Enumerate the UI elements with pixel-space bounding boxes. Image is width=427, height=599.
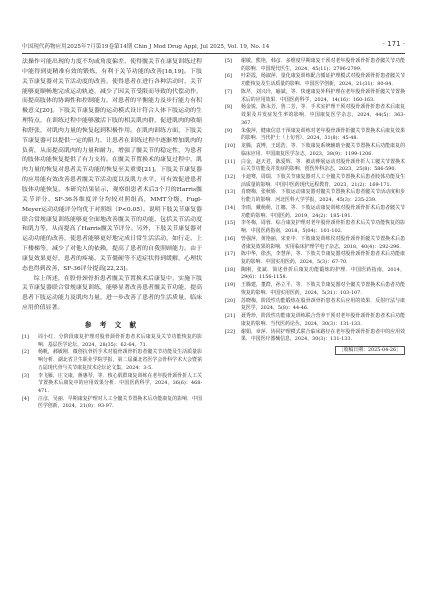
reference-item: [6] 叶彩霞，杨淑萍，量化康复训练配合循证护理模式对股骨颈骨折患者髋关节功能恢复及生活质量的影响．中国医学创新，2024，21(31)：80-84. <box>225 73 405 88</box>
right-column <box>225 58 405 355</box>
reference-item: [9] 朱俊萍，健康信息干预康复训练对老年股骨颈骨折髋关节置换术后康复效果的影响．当代护士（上旬刊），2024，31(8)：45-48. <box>225 127 405 142</box>
reference-item: [7] 陈芹，刘兴玲，喻斌，等．快速康复外科护理在老年股骨颈骨折髋关节置换术后的应用效果．中国医药科学，2024，14(16)：160-163. <box>225 88 405 103</box>
running-header <box>22 40 405 52</box>
body-paragraph: 法操作可能出现的力度不均或角度偏差，使得髋关节在康复训练过程中能得到更精准有效的锻炼，有利于关节功能的改善[18,19]。下肢关节康复器对关节活动度的改善，使得患者在进行各种活动时，关节能够更顺畅地完成运动轨迹，减少了因关节受限而导致的代偿动作，而提高肢体的协调性和控制能力，对患者的平衡能力及步行能力有积极意义[20]。下肢关节康复器的运动模式设计符合人体下肢运动的生理特点，在训练过程中能够激活下肢的相关肌肉群，促进肌肉的收缩和舒张，对肌肉力量的恢复起到积极作用。在肌肉训练方面，下肢关节康复器可以提供一定的阻力，让患者在训练过程中逐渐增加肌肉的负荷，从而提高肌肉的力量和耐力，增强了髋关节的稳定性，为患者的肢体功能恢复提供了有力支持。在髋关节置换术的康复过程中，肌肉力量的恢复对患者关节功能的恢复至关重要[21]。下肢关节康复器的应用能有效改善患者髋关节活动度以及肌力水平，可有效促进患者肢体功能恢复。本研究结果显示，观察组患者术后3个月的Harris髋关节评分、SF-36各维度评分均较对照组高，MMT分级、Fugl-Meyer运动功能评分均优于对照组（P<0.05）。说明下肢关节康复器联合常规康复训练能够更全面地改善髋关节的功能，包括关节活动度和肌力等，从而提高了Harris髋关节评分。另外，下肢关节康复器对运动功能的改善，使患者能够更好地完成日常生活活动，如行走、上下楼梯等，减少了对他人的依赖，提高了患者的自我照顾能力。由于康复效果更好，患者的疼痛、关节僵硬等不适症状得到缓解，心理状态也得到改善，SF-36评分提高[22,23]。 <box>22 59 202 272</box>
body-paragraph: 综上所述，在股骨颈骨折患者髋关节置换术后康复中，实施下肢关节康复器联合常规康复训练，能够显著改善患者髋关节功能，提高患者下肢运动能力及肌肉力量，进一步改善了患者的生活质量，临床应用价值显著。 <box>22 275 202 312</box>
reference-item: [16] 曾强萍，黄艳丽，宋亚中．下肢康复训练仪对股骨颈骨折髋关节置换术后患者康复效果的影响．实用临床护理学电子杂志，2018，40(4)：292-296. <box>225 235 405 250</box>
reference-item: [15] 李冬梅，周蓉．综合康复护理对老年股骨颈骨折患者术后关节功能恢复的影响．中国医药指南，2018，5(04)：101-102. <box>225 220 405 235</box>
header-rule <box>22 53 405 54</box>
received-date: ［收稿日期：2025-04-26］ <box>335 346 405 355</box>
reference-item: [11] 白金，赵天君，陈爱辉，等．被动伸展运动对股骨颈骨折人工髋关节置换术后关节功能及并发症的影响．创伤外科杂志，2023，25(8)：586-590. <box>225 158 405 173</box>
reference-item: [20] 苏晓梅，阶段性功能锻炼在股骨颈骨折患者术后应用的效果．反射疗法与康复医学，2024，5(8)：44-46. <box>225 297 405 312</box>
reference-item: [8] 杨金锐，陈永芳，鲁二芳，等．手术室护理干预对股骨颈骨折患者术后康复效果及并发症发生率的影响．中国康复医学杂志，2024，44(5)：363-367. <box>225 104 405 126</box>
references-list-left <box>22 334 202 411</box>
reference-item: [22] 谢娟，章萍．协同护理模式联合临床路径在老年股骨颈骨折患者中的应用效果．中国医疗器械信息，2024，30(3)：131-133. <box>225 328 405 343</box>
reference-item: [4] 汪彦，吴丽．早期康复护理对人工全髋关节置换术后功能康复的影响．中国医学创新，2024，21(8)：93-97. <box>22 395 202 410</box>
reference-item: [12] 卡迪骞，周瑞．下肢关节康复器对人工全髋关节置换术后患者肢体功能及生活质量的影响．中国中医药现代远程教育，2023，21(2)：169-171. <box>225 173 405 188</box>
reference-item: [1] 周小红．分阶段康复护理对股骨颈骨折患者术后康复及关节功能恢复的影响．基层医学论坛，2024，28(35)：62-64，71. <box>22 333 202 348</box>
reference-item: [14] 李雨，戴萌萌，江娜，等．下肢运动康复训练对股骨颈骨折术后患者髋关节功能的影响．中国医药，2019，24(2)：185-191. <box>225 204 405 219</box>
references-list-right <box>225 58 405 344</box>
reference-item: [17] 陈中华，徐杰，李慧萍，等．下肢关节康复器对股骨颈骨折患者术后功能康复的影响．中国实用医药，2024，5(3)：67-70. <box>225 251 405 265</box>
reference-item: [21] 聂秀珍，阶段性功能康复训练联合营养干预对老年股骨颈骨折患者术后功能康复的影响．当代医药论丛，2024，30(3)：131-133. <box>225 313 405 327</box>
reference-item: [3] 李飞雁，庄文康，蒋惠琴，等．核心肌群康复训练在老年股骨颈骨折人工关节置换术后康复中的应用效果分析．中国医药科学，2024，36(6)：468-471. <box>22 372 202 394</box>
left-column <box>22 58 202 411</box>
reference-item: [10] 龙腾，袁博，王瑶浩，等．下肢康复系统辅助全髋关节置换术后功能康复的临床应用．中国康复医学杂志，2023，38(9)：1199-1206. <box>225 143 405 157</box>
references-title: 参 考 文 献 <box>84 320 140 329</box>
reference-item: [18] 陶刚，张斌．简述骨折后康复功能锻炼的护理．中国医药指南，2014，29(6)：1156-1158. <box>225 266 405 281</box>
journal-info: 中国现代药物应用2025年7月第19卷第14期 Chin J Mod Drug Appl, Jul 2025, Vol. 19, No. 14 <box>22 44 270 50</box>
reference-item: [19] 王腾建，董群，孙立平，等．下肢关节康复器对全髋关节置换术后患者功能恢复的影响．中国实用医药，2024，5(31)：103-107. <box>225 282 405 296</box>
page-number: · 171 · <box>382 40 405 48</box>
body-text <box>22 58 202 314</box>
reference-item: [5] 谢敏，熊艳，韩彦．多维度早期康复干预对老年股骨颈骨折患者髋关节功能的影响．中国现代医生，2024，45(11)：2796-2799. <box>225 58 405 72</box>
reference-item: [2] 杨帆，郝敏刚．微创抗骨折手术对股骨颈骨折患者髋关节功能及生活质量影响分析．湖北省卫生职业学院学报，第二届湖北省医学会骨科学术大会暨第五届现代骨与关节康复技术论坛论文集，2024：3-5. <box>22 349 202 371</box>
reference-item: [13] 肖晓梅，张秋娇．下肢运动康复器对髋关节置换术后患者髋关节活动度和步行能力的影响．河北医科大学学报，2024，45(3)：235-239. <box>225 189 405 204</box>
